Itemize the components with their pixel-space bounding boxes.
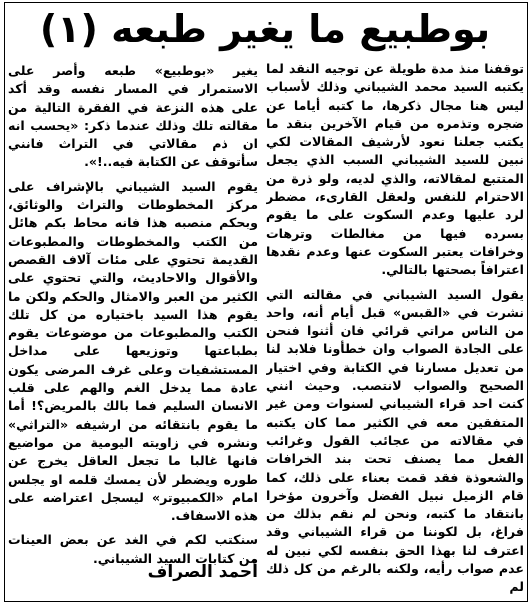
article-paragraph: يغير «بوطبيع» طبعه وأصر على الاستمرار في المسار نفسه وقد أكد على هذه النزعة في الفقرة التالية من مقالته تلك وذلك عندما ذكر: «يحسب انه ان ذم مقالاتي في التراث فانني سأتوقف عن الكتابة فيه..!».: [8, 63, 258, 170]
article-paragraph: توقفنا منذ مدة طويلة عن توجيه النقد لما يكتبه السيد محمد الشيباني وذلك لأسباب ليس هنا مجال ذكرها، ما كتبه أياما عن ضجره وتذمره من قيام الآخرين بنقد ما يكتب جعلنا نعود لأرشيف المقالات لكي نبين للسيد الشيباني السبب الذي يجعل المتتبع لمقالاته، والذي لديه، ولو ذرة من الاحترام للنفس ولعقل القارىء، مضطر لرد عليها وعدم السكوت على ما يقوم بسرده فيها من مغالطات وترهات وخرافات يعتبر السكوت عنها وعدم نقدها اعترافاً بصحتها بالتالي.: [266, 61, 524, 278]
article-column-right: [266, 60, 524, 598]
author-signature: أحمد الصراف: [147, 562, 258, 582]
article-paragraph: يقول السيد الشيباني في مقالته التي نشرت في «القبس» قبل أيام أنه، واحد من الناس مراتي قرائي فان أثنوا فنحن على الجادة الصواب وان خطأونا فلابد لنا من تعديل مسارنا في الكتابة وفي اختيار الصحيح والصواب لانتصب. وحيث انني كنت احد قراء الشيباني لسنوات ومن غير المتفقين معه في الكثير مما كان يكتبه في مقالاته من عجائب القول وغرائب الفعل مما يصنف تحت بند الخرافات والشعوذة فقد قمت بعناء على ذلك، كما قام الزميل نبيل الفضل وآخرون مؤخرا بانتقاد ما كتبه، ونحن لم نقم بذلك من فراغ، بل لكوننا من قراء الشيباني وقد اعترف لنا بهذا الحق بنفسه لكي نبين له عدم صواب رأيه، ولكنه بالرغم من كل ذلك لم: [266, 286, 524, 595]
article-headline: بوطبيع ما يغير طبعه (١): [39, 7, 491, 51]
article-paragraph: يقوم السيد الشيباني بالإشراف على مركز المخطوطات والتراث والوثائق، وبحكم منصبه هذا فانه محاط بكم هائل من الكتب والمخطوطات والمطبوعات القديمة تحتوي على مئات آلاف القصص والأقوال والاحاديث، والتي تحتوي على الكثير من العبر والامثال والحكم ولكن ما يقوم هذا السيد باختياره من كل تلك الكتب والمطبوعات من موضوعات يقوم بطباعتها وتوزيعها على مداخل المستشفيات وعلى غرف المرضى يكون عادة مما يدخل الغم والهم على قلب الانسان السليم فما بالك بالمريض؟! أما ما يقوم بانتقائه من ارشيفه «التراثي» ونشره في زاويته اليومية من مواضيع فانها غالبا ما تجعل العاقل يخرج عن طوره ويضطر لأن يمسك قلمه او يجلس امام «الكمبيوتر» ليسجل اعتراضه على هذه الاسفاف.: [8, 178, 258, 524]
article-paragraph: سنكتب لكم في الغد عن بعض العينات من كتابات السيد الشيباني.: [8, 532, 258, 566]
article-column-left: [8, 60, 258, 598]
